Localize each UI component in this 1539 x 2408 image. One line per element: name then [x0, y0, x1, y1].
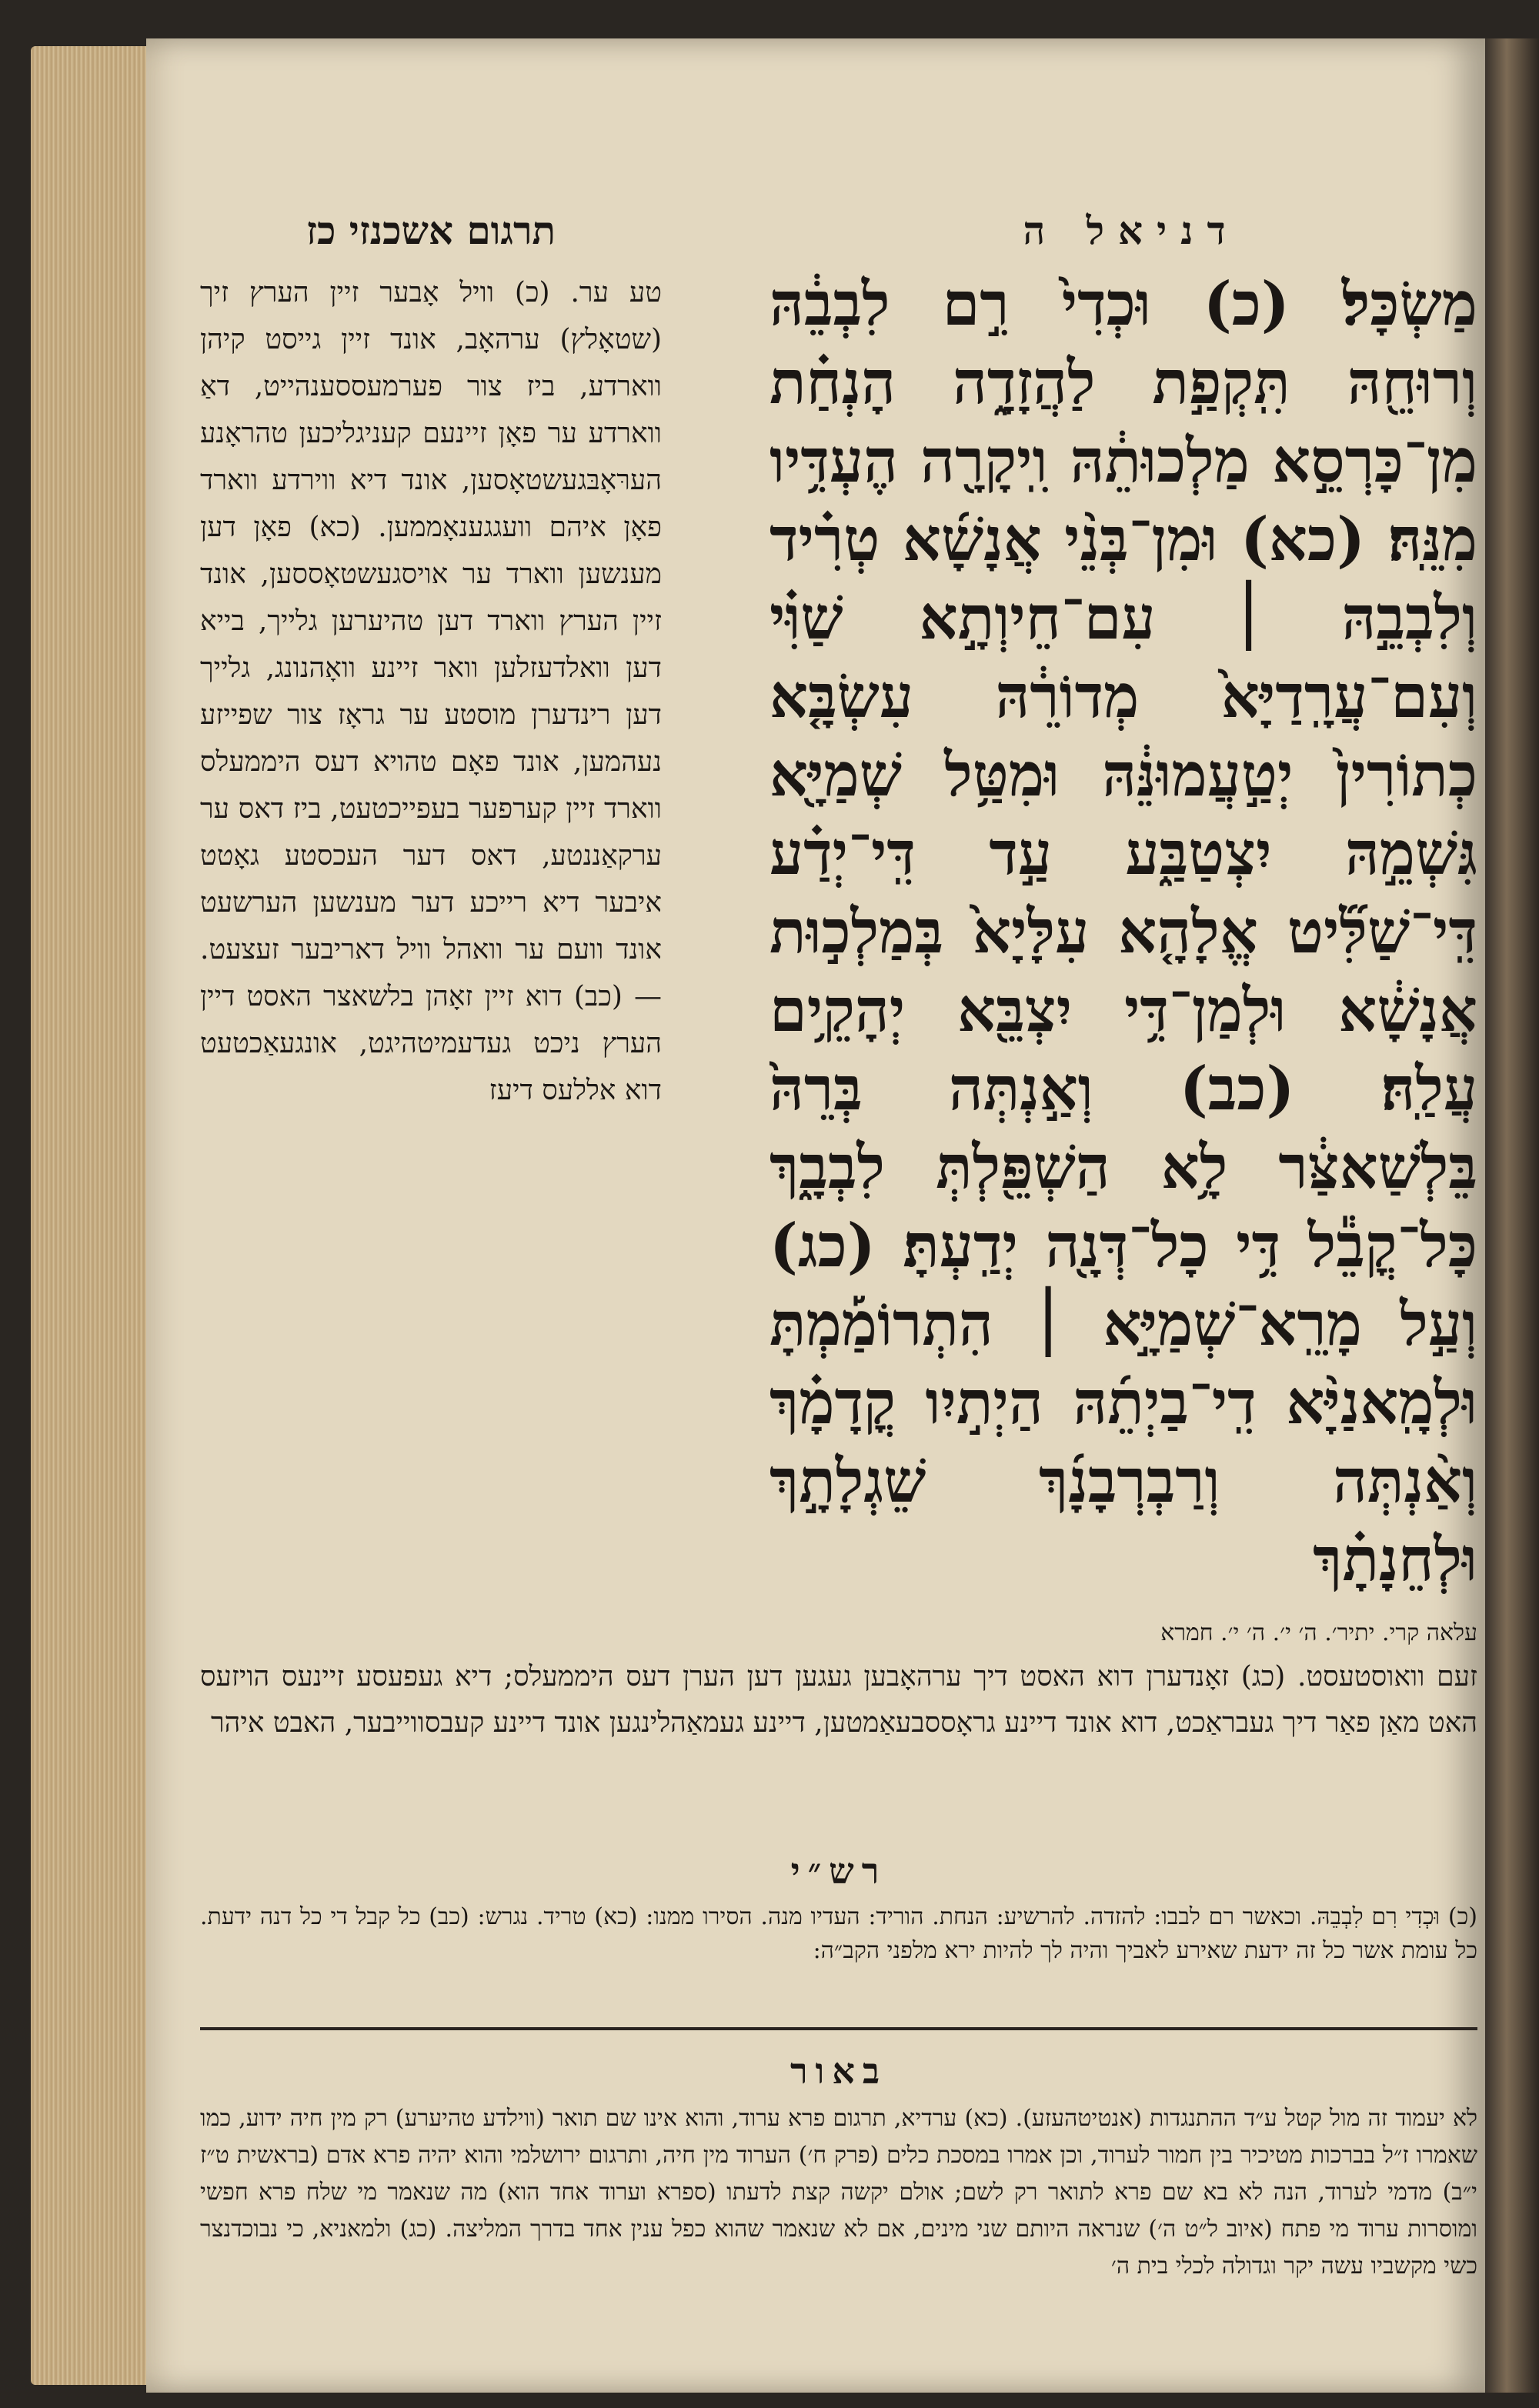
- divider-rule: [200, 2027, 1477, 2030]
- rashi-heading: רש״י: [790, 1850, 887, 1892]
- facing-page-edge: [1485, 38, 1539, 2393]
- biur-heading: באור: [790, 2050, 888, 2092]
- masoretic-note: עלאה קרי. יתיר׳. ה׳ י׳. ה׳ י׳. חמרא: [1160, 1619, 1477, 1646]
- rashi-commentary: (כ) וּכְדִי רִם לִבְבֵהּ. וכאשר רם לבבו: להזדה. להרשיע: הנחת. הוריד: העדיו מנה. הסירו ממנו: (כא) טריד. נגרש: (כב) כל קבל די כל דנה ידעת. כל עומת אשר כל זה ידעת שאירע לאביך והיה לך להיות ירא מלפני הקב״ה:: [200, 1903, 1477, 1964]
- biur-commentary: לא יעמוד זה מול קטל ע״ד ההתנגדות (אנטיטהעזע). (כא) ערדיא, תרגום פרא ערוד, והוא אינו שם תואר (ווילדע טהיערע) רק מין חיה ידוע, כמו שאמרו ז״ל בברכות מטיכיר בין חמור לערוד, וכן אמרו במסכת כלים (פרק ח׳) הערוד מין חיה, ותרגום ירושלמי והוא יהיה פרא אדם (בראשית ט״ז י״ב) מדמי לערוד, הנה לא בא שם פרא לתואר רק לשם; אולם יקשה קצת לדעתו (ספרא וערוד אחד הוא) מה שנאמר מי שלח פרא חפשי ומוסרות ערוד מי פתח (איוב ל״ט ה׳) שנראה היותם שני מינים, אם לא שנאמר שהוא כפל ענין אחד בדרך המליצה. (כג) ולמאניא, כי נבוכדנצר כשי מקשביו עשה יקר וגדולה לכלי בית ה׳: [200, 2105, 1477, 2280]
- translation-continuation: זעם וואוסטעסט. (כג) זאָנדערן דוא האסט דיך ערהאָבען געגען דען הערן דעס היממעלס; דיא געפעסע זיינעס הויזעס האט מאַן פאַר דיך געבראַכט, דוא אונד דיינע גראָססבעאַמטען, דיינע געמאַהלינגען אונד דיינע קעבסווייבער, האבט איהר: [200, 1661, 1477, 1739]
- aramaic-main-text: מַשְׂכָּל׃ (כ) וּכְדִי֙ רִ֣ם לִבְבֵ֔הּ וְרוּחֵ֖הּ תִּֽקְפַ֣ת לַהֲזָדָ֑ה הָנְחַ֗ת מִן־כָּרְסֵ֣א מַלְכוּתֵ֔הּ וִֽיקָרָ֖ה הֶעְדִּ֥יו מִנֵּֽהּ׃ (כא) וּמִן־בְּנֵ֨י אֲנָשָׁ֜א טְרִ֗יד וְלִבְבֵ֣הּ ׀ עִם־חֵיוְתָ֣א שַׁוִּ֗י וְעִם־עֲרָֽדַיָּא֙ מְדוֹרֵ֔הּ עִשְׂבָּ֤א כְתוֹרִין֙ יְטַ֣עֲמוּנֵּ֔הּ וּמִטַּ֥ל שְׁמַיָּ֖א גִּשְׁמֵ֣הּ יִצְטַבַּ֑ע עַ֣ד דִּֽי־יְדַ֗ע דִּֽי־שַׁלִּ֞יט אֱלָהָ֤א עִלָּיָא֙ בְּמַלְכ֣וּת אֲנָשָׁ֔א וּלְמַן־דִּ֥י יִצְבֵּ֖א יְהָקֵ֥ים עֲלַֽהּ׃ (כב) וְאַ֣נְתְּה בְּרֵהּ֙ בֵּלְשַׁאצַּ֔ר לָ֥א הַשְׁפֵּ֖לְתְּ לִבְבָ֑ךְ כָּל־קֳבֵ֕ל דִּ֥י כָל־דְּנָ֖ה יְדַֽעְתָּ׃ (כג) וְעַ֣ל מָרֵֽא־שְׁמַיָּ֣א ׀ הִתְרוֹמַ֡מְתָּ וּלְמָֽאנַיָּ֨א דִֽי־בַיְתֵ֜הּ הַיְת֣יִו קֳדָמָ֗ךְ וְאַ֨נְתְּה וְרַבְרְבָנָ֜ךְ שֵׁגְלָתָ֣ךְ וּלְחֵנָתָ֗ךְ: [770, 269, 1477, 1595]
- running-head-translation-page: תרגום אשכנזי כז: [306, 208, 556, 253]
- judeo-german-translation-column: טע ער. (כ) וויל אָבער זיין הערץ זיך (שטאָלץ) ערהאָב, אונד זיין גייסט קיהן ווארדע, ביז צור פערמעססענהייט, דאַ ווארדע ער פאָן זיינעם קעניגליכען טהראָנע הערּאָבּגעשטאָסען, אונד דיא ווירדע ווארד פאָן איהם וועגגענאָממען. (כא) פאָן דען מענשען ווארד ער אויסגעשטאָססען, אונד זיין הערץ ווארד דען טהיערען גלייך, בייא דען וואלדעזלען וואר זיינע וואָהנונג, גלייך דען רינדערן מוסטע ער גראָז צור שפייזע נעהמען, אונד פאָם טהויא דעס היממעלס ווארד זיין קערפער בעפייכטעט, ביז דאס ער ערקאַננטע, דאס דער העכסטע גאָטט איבער דיא רייכע דער מענשען הערשעט אונד וועם ער וואהל וויל דאריבער זעצעט. — (כב) דוא זיין זאָהן בלשאצר האסט דיין הערץ ניכט געדעמיטהיגט, אונגעאַכטעט דוא אללעס דיעז: [200, 277, 662, 1106]
- page-content: [200, 192, 1477, 2280]
- running-head-book-chapter: דניאל ה: [1023, 208, 1240, 253]
- book-page-edges: [31, 46, 146, 2385]
